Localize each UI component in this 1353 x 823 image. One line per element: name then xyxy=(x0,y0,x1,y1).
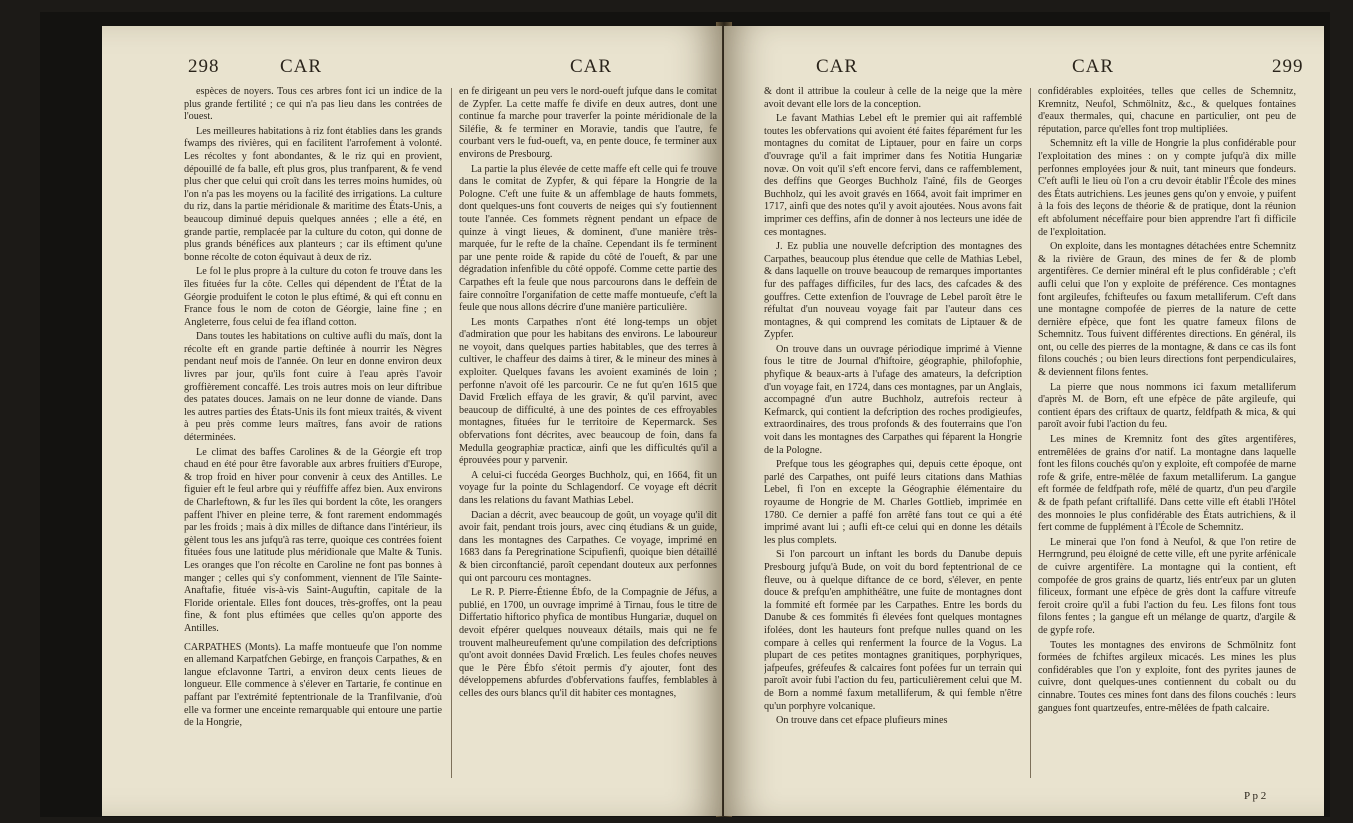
paragraph: Dans toutes les habitations on cultive aufli du maïs, dont la récolte eft en grande partie deftinée à nourrir les Nègres pendant neuf mois de l'année. On leur en donne environ deux livres par jour, qu'ils font cuire à l'eau après l'avoir groffièrement concaffé. Les trois autres mois on leur diftribue des patates douces. Jamais on ne leur donne de viande. Dans les autres parties des États-Unis ils font mieux traités, & vivent à peu près comme leurs maîtres, fans avoir de rations déterminées. xyxy=(184,331,442,444)
signature-mark: P p 2 xyxy=(1244,790,1267,802)
paragraph: Le climat des baffes Carolines & de la Géorgie eft trop chaud en été pour être favorable aux arbres fruitiers d'Europe, & trop froid en hiver pour convenir à ceux des Antilles. Le figuier eft le feul arbre qui y réuffiffe affez bien. Aux environs de Charleftown, & fur les îles qui bordent la côte, les orangers paffent l'hiver en pleine terre, & font rarement endommagés par les froids ; mais à dix milles de diftance dans l'intérieur, ils gèlent tous les ans jufqu'à ras terre, quoique ces contrées foient fituées fous une latitude plus méridionale que Malte & Tunis. Les oranges que l'on récolte en Caroline ne font pas bonnes à manger ; celles qui s'y confomment, viennent de l'île Sainte-Anaftafie, fituée vis-à-vis Saint-Auguftin, capitale de la Floride orientale. Elles font douces, très-groffes, ont la peau fine, & font plus eftimées que celles qu'on apporte des Antilles. xyxy=(184,446,442,634)
paragraph: La partie la plus élevée de cette maffe eft celle qui fe trouve dans le comitat de Zypfer, & qui fépare la Hongrie de la Pologne. C'eft une fuite & un affemblage de hauts fommets, dont quelques-uns font couverts de neiges qui s'y foutiennent toute l'année. Ces fommets règnent pendant un efpace de quinze à vingt lieues, & dominent, d'une manière très-marquée, fur le refte de la chaîne. Cependant ils fe terminent par une pente roide & rapide du côté de l'oueft, & par une dégradation infenfible du côté oppofé. Comme cette partie des Carpathes eft la feule que nous parcourons dans le deffein de faire connoître l'organifation de cette maffe montueufe, c'eft la feule que nous allons décrire d'une manière particulière. xyxy=(459,163,717,314)
entry-text: La maffe montueufe que l'on nomme en allemand Karpatfchen Gebirge, en françois Carpathes, & en langue efclavonne Tartri, a environ deux cents lieues de longueur. Elle commence à s'élever en Tartarie, fe continue en paffant par l'extrémité feptentrionale de la Tranfilvanie, d'où elle va former une enceinte remarquable qui entoure une partie de la Hongrie, xyxy=(184,641,442,729)
paragraph: en fe dirigeant un peu vers le nord-oueft jufque dans le comitat de Zypfer. La cette maffe fe divife en deux autres, dont une continue fa marche pour traverfer la pointe méridionale de la Siléfie, & fe terminer en Moravie, tandis que l'autre, fe courbant vers le fud-oueft, va, en pente douce, fe terminer aux environs de Presbourg. xyxy=(459,86,717,160)
paragraph: Le fol le plus propre à la culture du coton fe trouve dans les îles fituées fur la côte. Celles qui dépendent de l'État de la Géorgie produifent le coton le plus eftimé, & qui eft connu en France fous le nom de coton de Géorgie, laine fine ; en Angleterre, fous celui de fea ifland cotton. xyxy=(184,266,442,328)
column-rule xyxy=(451,88,452,778)
right-column-1 xyxy=(764,86,1022,786)
paragraph: Le R. P. Pierre-Étienne Ébfo, de la Compagnie de Jéfus, a publié, en 1700, un ouvrage imprimé à Tirnau, fous le titre de Differtatio hiftorico phyfica de montibus Hungariæ, duquel on devoit efpérer quelques nouveaux détails, mais qui ne fe trouvent malheureufement qu'une compilation des defcriptions qu'ont avoit données David Frœlich. Les feules chofes neuves que le Père Ébfo s'étoit permis d'y ajouter, font des développemens abfurdes d'obfervations fauffes, femblables à celles des ours blancs qu'il dit habiter ces montagnes, xyxy=(459,587,717,699)
paragraph: J. Ez publia une nouvelle defcription des montagnes des Carpathes, beaucoup plus étendue que celle de Mathias Lebel, & dans laquelle on trouve beaucoup de remarques importantes fur des paffages difficiles, fur des lacs, des cafcades & des gouffres. Cette extenfion de l'ouvrage de Lebel paroît être le réfultat d'un nouveau voyage fait par l'auteur dans ces montagnes, & qui comprend les comitats de Liptauer & de Zypfer. xyxy=(764,241,1022,341)
left-running-head xyxy=(102,56,722,82)
paragraph: Le minerai que l'on fond à Neufol, & que l'on retire de Herrngrund, peu éloigné de cette ville, eft une pyrite arfénicale de cuivre argentifère. La montagne qui la contient, eft compofée de gros grains de quartz, liés entr'eux par un gluten filiceux, formant une efpèce de grès dont la caffure vitreufe feroit croire qu'il a fubi l'action du feu. Les filons font tous filons fentes ; la gangue eft un mélange de quartz, d'argile & de gypfe rofe. xyxy=(1038,536,1296,636)
paragraph: On trouve dans un ouvrage périodique imprimé à Vienne fous le titre de Journal d'hiftoire, géographie, philofophie, phyfique & beaux-arts à l'ufage des amateurs, la defcription d'un voyage fait, en 1724, dans ces montagnes, par un Anglais, accompagné d'un autre Buchholz, autrefois recteur à Kefmarck, qui contient la defcription des roches prodigieufes, extraordinaires, des trous profonds & des fouterrains que l'on voit dans les montagnes des Carpathes qui féparent la Hongrie de la Pologne. xyxy=(764,343,1022,456)
left-head-right: CAR xyxy=(570,56,613,77)
right-head-right: CAR xyxy=(1072,56,1115,77)
paragraph: confidérables exploitées, telles que celles de Schemnitz, Kremnitz, Neufol, Schmölnitz, &c., & quelques fontaines d'eaux thermales, qui, chacune en particulier, ont peu de réputation, parce qu'elles font trop multipliées. xyxy=(1038,86,1296,135)
paragraph: Schemnitz eft la ville de Hongrie la plus confidérable pour l'exploitation des mines : on y compte jufqu'à dix mille perfonnes employées jour & nuit, tant mineurs que fondeurs. C'eft aufli le lieu où l'on a cru devoir établir l'École des mines des États autrichiens. Les jeunes gens qu'on y envoie, y puifent à la fois des leçons de théorie & de pratique, dont la réunion eft abfolument néceffaire pour bien apprendre l'art fi difficile de l'exploitation. xyxy=(1038,138,1296,238)
left-page-number: 298 xyxy=(188,56,220,77)
paragraph: A celui-ci fuccéda Georges Buchholz, qui, en 1664, fit un voyage fur la pointe du Schlagendorf. Ce voyage eft décrit dans les relations du favant Mathias Lebel. xyxy=(459,469,717,506)
paragraph: espèces de noyers. Tous ces arbres font ici un indice de la plus grande fertilité ; ce qui n'a pas lieu dans les contrées de l'ouest. xyxy=(184,86,442,123)
right-page-number: 299 xyxy=(1272,56,1304,77)
right-running-head xyxy=(724,56,1324,82)
paragraph: Les mines de Kremnitz font des gîtes argentifères, entremêlées de grains d'or natif. La montagne dans laquelle font les filons couchés qu'on y exploite, eft compofée de marne rofe & grife, entre-mêlée de faxum metalliferum. La gangue eft formée de feldfpath rofe, mêlé de quartz, d'un peu d'argile & de fpath pefant criftallifé. Dans cette ville eft établi l'Hôtel des monnoies le plus confidérable des États autrichiens, & il fert comme de fupplément à l'École de Schemnitz. xyxy=(1038,434,1296,534)
paragraph: On trouve dans cet efpace plufieurs mines xyxy=(776,715,948,727)
left-column-1 xyxy=(184,86,442,786)
right-page xyxy=(724,26,1324,816)
paragraph: La pierre que nous nommons ici faxum metalliferum d'après M. de Born, eft une efpèce de pâte argileufe, qui contient épars des criftaux de quartz, feldfpath & mica, & qui paroît avoir fubi l'action du feu. xyxy=(1038,381,1296,431)
paragraph: Prefque tous les géographes qui, depuis cette époque, ont parlé des Carpathes, ont puifé leurs citations dans Mathias Lebel, fi l'on en excepte la Géographie élémentaire du royaume de Hongrie de M. Charles Gottlieb, imprimée en 1780. Ce dernier a paffé fon arrêté fans tout ce qui a été imprimé avant lui ; aufli eft-ce celui qui en donne les détails les plus complets. xyxy=(764,459,1022,546)
paragraph: Le favant Mathias Lebel eft le premier qui ait raffemblé toutes les obfervations qui avoient été faites féparément fur les montagnes du comitat de Liptauer, pour en faire un corps d'ouvrage qu'il a fait imprimer dans fes Notitia Hungariæ novæ. On voit qu'il s'eft encore fervi, dans ce raffemblement, des deffins que Georges Buchholz l'aîné, fils de Georges Buchholz, qui les avoit gravés en 1664, avoit fait imprimer en 1717, ainfi que des notes qu'il y avoit ajoutées. Nous avons fait imprimer ces deffins, afin de donner à nos lecteurs une idée de ces montagnes. xyxy=(764,113,1022,238)
paragraph: Les monts Carpathes n'ont été long-temps un objet d'admiration que pour les habitans des environs. Le laboureur ne voyoit, dans quelques parties habitables, que des terres à cultiver, le chaffeur des daims à tirer, & le mineur des mines à exploiter. Quelques favans les avoient examinés de loin ; perfonne n'avoit ofé les parcourir. Ce ne fut qu'en 1615 que David Frœlich effaya de les gravir, & qu'il parvint, avec beaucoup de difficulté, à une des pointes de ces effroyables montagnes, fituées fur le territoire de Kepermarck. Ses obfervations font décrites, avec beaucoup de foin, dans fa Medulla geographiæ practicæ, ainfi que les difficultés qu'il a éprouvées pour y parvenir. xyxy=(459,316,717,467)
entry-title: CARPATHES (Monts). xyxy=(184,641,281,653)
paragraph: Les meilleures habitations à riz font établies dans les grands fwamps des rivières, qui en facilitent l'arrofement à volonté. Les récoltes y font abondantes, & le riz qui en provient, dépouillé de fa balle, eft plus gros, plus tranfparent, & fe vend plus cher que celui qui croît dans les terres moins humides, où l'on n'a pas les moyens ou la facilité des irrigations. La culture du riz, dans la partie méridionale & maritime des États-Unis, a beaucoup diminué depuis quelques années ; elle a été, en grande partie, remplacée par la culture du coton, qui donne de plus grands bénéfices aux planteurs ; car ils eftiment qu'une bonne récolte de coton équivaut à deux de riz. xyxy=(184,125,442,263)
paragraph: & dont il attribue la couleur à celle de la neige que la mère avoit devant elle lors de la conception. xyxy=(764,86,1022,110)
paragraph: On exploite, dans les montagnes détachées entre Schemnitz & la rivière de Graun, des mines de fer & de plomb argentifères. Ce dernier minéral eft le plus confidérable ; c'eft aufli celui que l'on y exploite de préférence. Ces montagnes font argileufes, fchifteufes ou faxum metalliferum. C'eft dans une montagne compofée de pierres de la nature de cette dernière efpèce, que font les quatre fameux filons de Schemnitz. Tous fuivent différentes directions. En général, ils ont, ou celle des pierres de la montagne, & dans ce cas ils font filons couchés ; ou bien leurs directions font perpendiculaires, & deviennent filons fentes. xyxy=(1038,241,1296,379)
book-spread xyxy=(40,12,1330,817)
paragraph: Si l'on parcourt un inftant les bords du Danube depuis Presbourg jufqu'à Bude, on voit du bord feptentrional de ce fleuve, ou à quelque diftance de ce bord, s'élever, en pente douce & prefqu'en amphithéâtre, une fuite de montagnes dont la fommité eft formée par les Carpathes. Entre les bords du Danube & ces fommités fi élevées font quelques montagnes ifolées, dont les hauteurs font prefque nulles quand on les compare à celles qui renferment la fource de la Vogus. La plupart de ces petites montagnes granitiques, porphyriques, jafpeufes, gréfeufes & calcaires font pofées fur un terrain qui paroît avoir fubi l'action du feu, particulièrement celui que M. de Born a nommé faxum metalliferum, & qui femble n'être qu'un porphyre volcanique. xyxy=(764,549,1022,712)
column-rule xyxy=(1030,88,1031,778)
paragraph: Toutes les montagnes des environs de Schmölnitz font formées de fchiftes argileux micacés. Les mines les plus confidérables que l'on y exploite, font des pyrites jaunes de cuivre, dont quelques-unes contiennent du cobalt ou du cinnabre. Toutes ces mines font dans des filons couchés : leurs gangues font quartzeufes, entre-mêlées de fpath calcaire. xyxy=(1038,639,1296,714)
left-column-2 xyxy=(459,86,717,786)
entry-paragraph xyxy=(184,642,442,730)
left-page xyxy=(102,26,722,816)
right-column-2 xyxy=(1038,86,1296,786)
right-head-left: CAR xyxy=(816,56,859,77)
paragraph: Dacian a décrit, avec beaucoup de goût, un voyage qu'il dit avoir fait, pendant trois jours, avec cinq étudians & un guide, dans les montagnes des Carpathes. Ce voyage, imprimé en 1683 dans fa Peregrinatione Scipufienfi, quoique bien détaillé & bien circonftancié, paroît cependant douteux aux perfonnes qui ont parcouru ces montagnes. xyxy=(459,509,717,584)
left-head-left: CAR xyxy=(280,56,323,77)
